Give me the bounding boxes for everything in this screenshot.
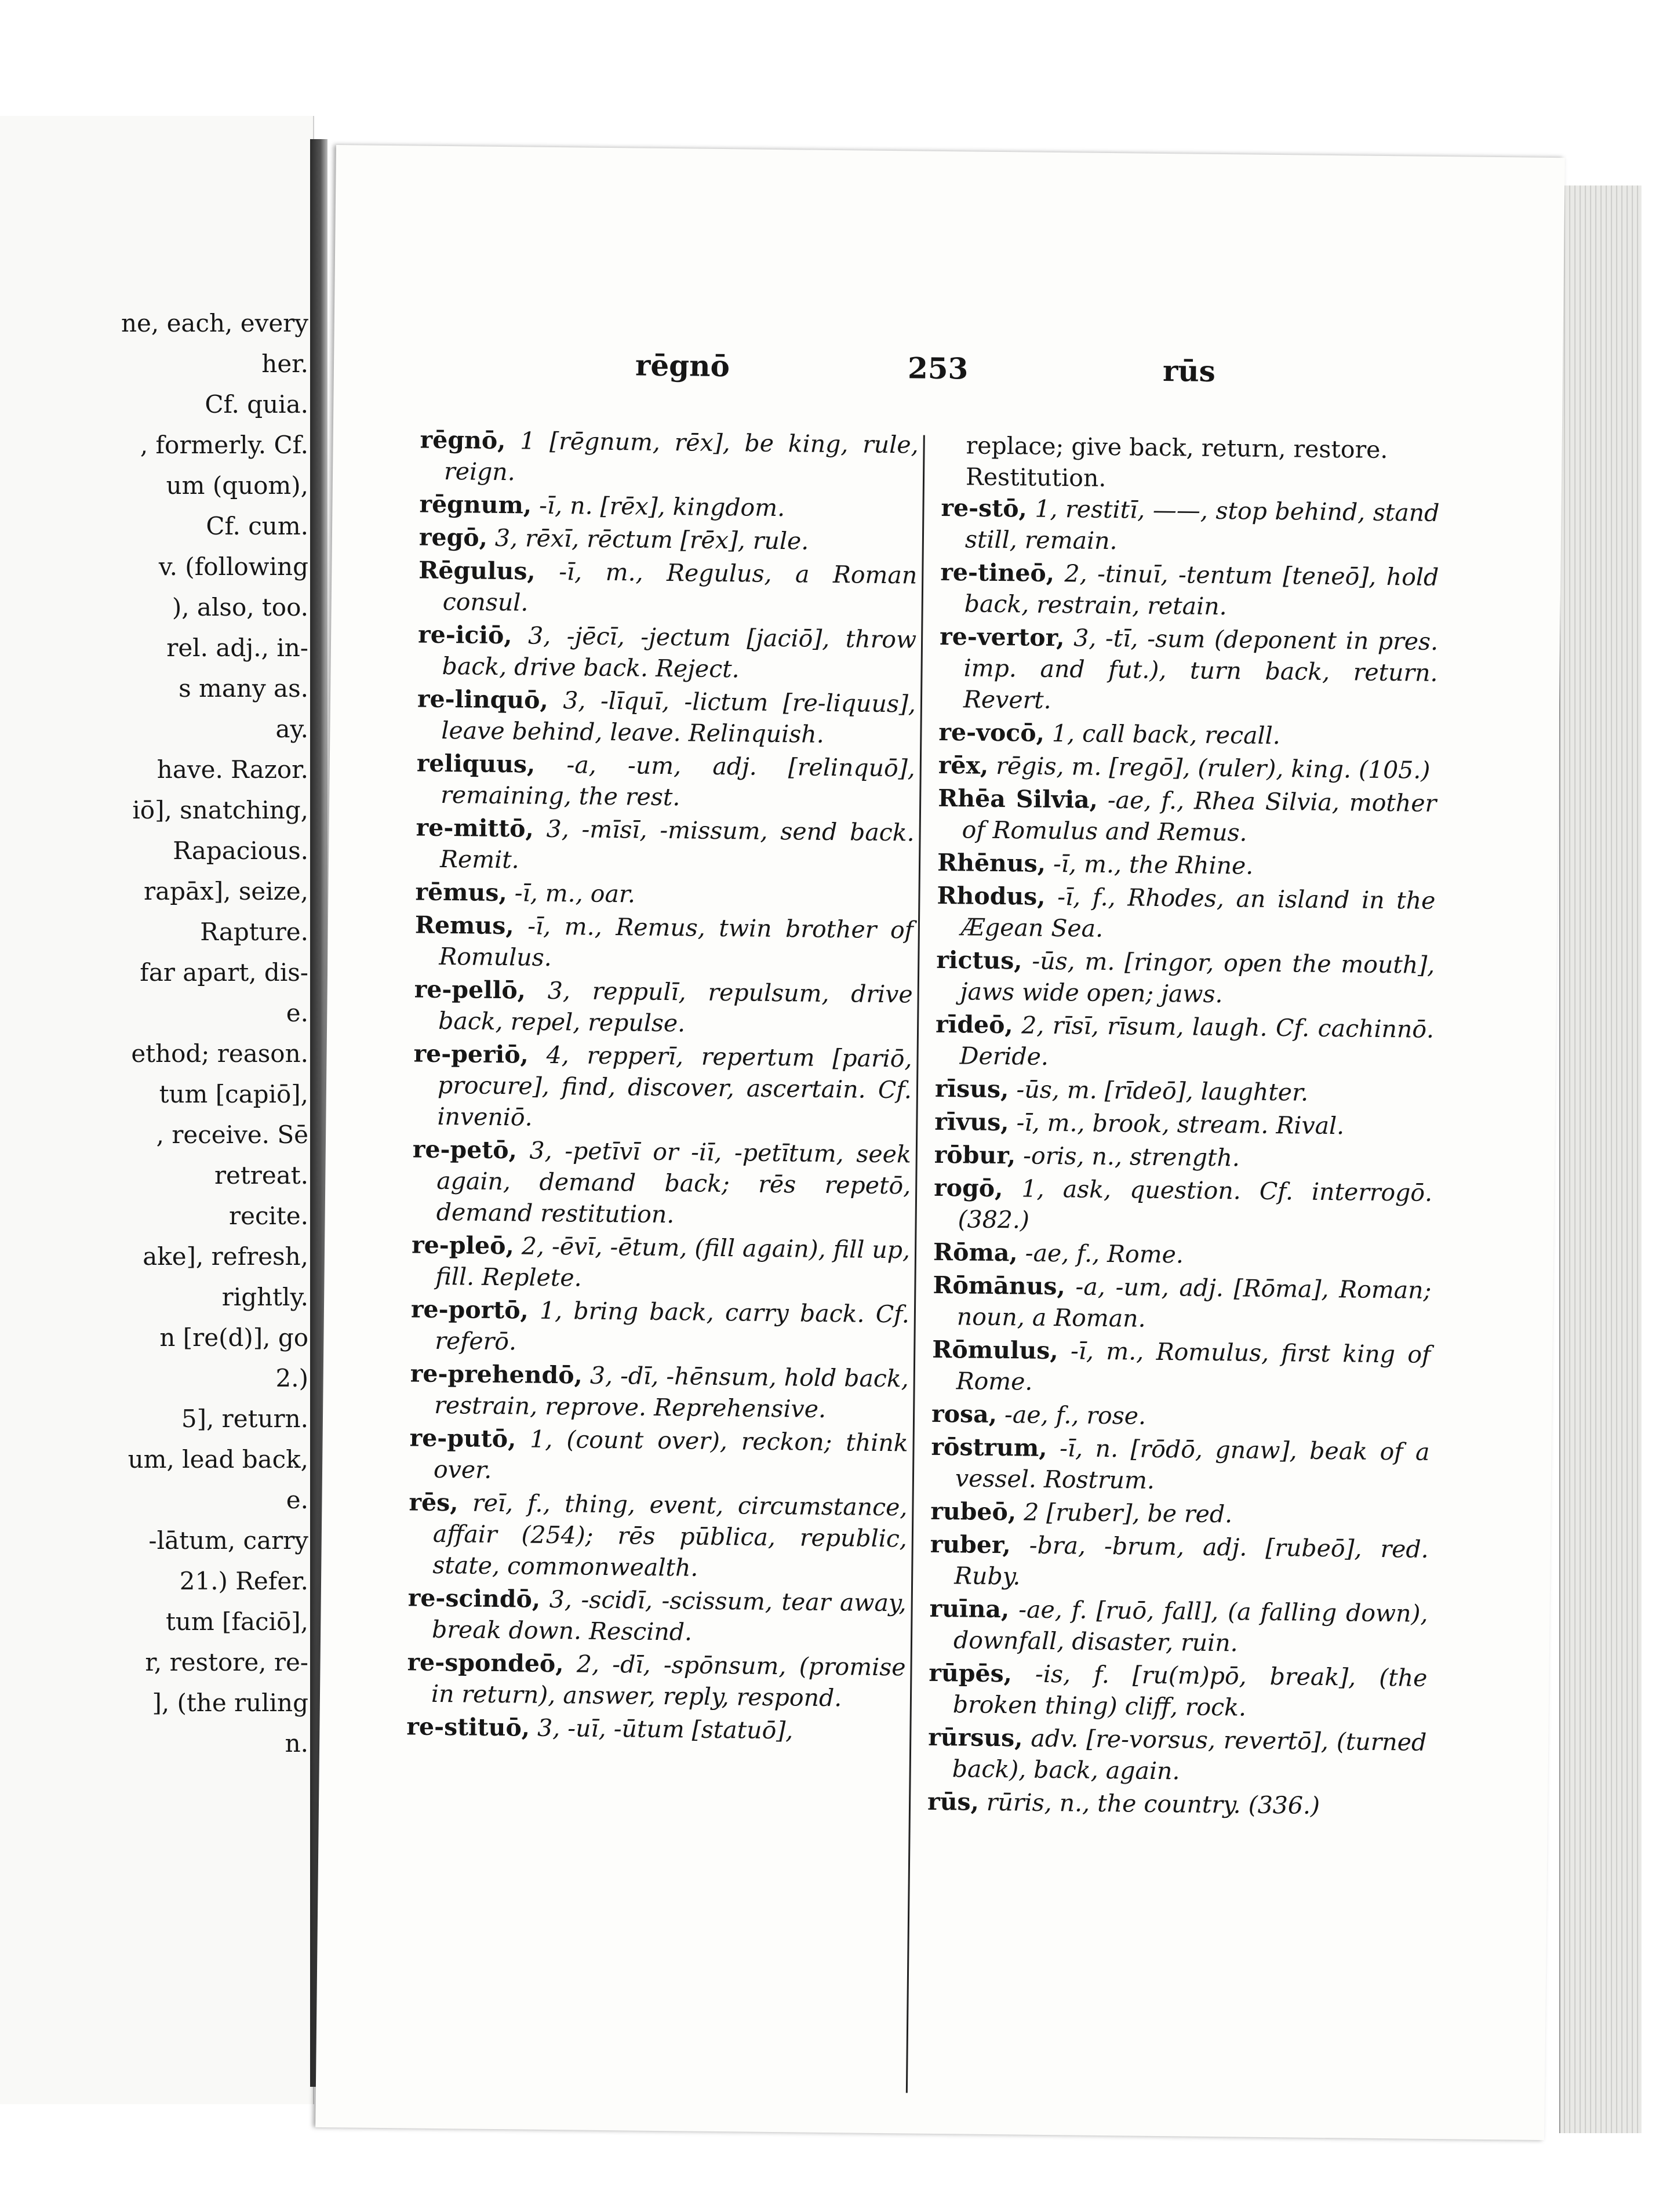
dictionary-entry [938, 716, 1437, 753]
entry-definition: 3, rēxī, rēctum [rēx], rule. [494, 523, 809, 555]
dictionary-entry [409, 1422, 908, 1490]
entry-headword: rūrsus, [928, 1723, 1023, 1752]
dictionary-entry [406, 1711, 905, 1747]
left-page-line: Cf. quia. [205, 390, 308, 419]
dictionary-entry [936, 944, 1435, 1012]
dictionary-entry [934, 1106, 1433, 1143]
entry-definition: 2, -dī, -spōnsum, (promise in return), answer, reply, respond. [431, 1650, 906, 1712]
entry-headword: re-iciō, [417, 620, 512, 650]
left-page-line: um, lead back, [128, 1445, 308, 1474]
entry-definition: -a, -um, adj. [Rōma], Roman; noun, a Roman. [956, 1272, 1432, 1333]
entry-headword: Rhodus, [937, 881, 1046, 911]
entry-headword: re-periō, [413, 1039, 529, 1069]
left-page-line: ne, each, every [121, 309, 308, 337]
entry-headword: rīdeō, [935, 1010, 1013, 1039]
entry-headword: re-linquō, [417, 685, 549, 714]
entry-headword: rēgnō, [420, 425, 506, 455]
left-page-line: tum [faciō], [165, 1607, 308, 1636]
left-page-line: ake], refresh, [143, 1242, 308, 1271]
left-page-line: , receive. Sē [156, 1120, 308, 1149]
page-number: 253 [907, 351, 969, 386]
left-page-line: ], (the ruling [152, 1689, 308, 1717]
entry-headword: Rhēnus, [937, 848, 1046, 878]
running-head [334, 345, 1563, 404]
entry-headword: Rōmānus, [933, 1271, 1066, 1301]
entry-definition: -ae, f., Rome. [1025, 1239, 1184, 1269]
dictionary-entry [933, 1172, 1432, 1240]
dictionary-entry [420, 424, 919, 492]
entry-definition: -ī, m., Regulus, a Roman consul. [442, 558, 918, 617]
entry-headword: re-mittō, [416, 813, 534, 843]
entry-definition: rēgis, m. [regō], (ruler), king. (105.) [996, 751, 1431, 784]
left-page-line: far apart, dis- [140, 958, 308, 987]
entry-headword: rēmus, [415, 878, 507, 907]
entry-definition: -oris, n., strength. [1022, 1141, 1240, 1172]
dictionary-entry [416, 748, 915, 816]
entry-headword: rogō, [933, 1173, 1003, 1203]
entry-definition: 2, -tinuī, -tentum [teneō], hold back, restrain, retain. [964, 559, 1439, 621]
entry-definition: 3, -jēcī, -jectum [jaciō], throw back, drive back. Reject. [442, 621, 917, 683]
dictionary-entry [418, 555, 917, 623]
entry-definition: -ī, f., Rhodes, an island in the Ægean Sea. [960, 883, 1436, 943]
left-page-line: ethod; reason. [131, 1039, 308, 1068]
entry-headword: re-putō, [409, 1424, 516, 1453]
dictionary-entry [931, 1431, 1430, 1499]
entry-headword: re-pellō, [414, 975, 526, 1005]
entry-definition: rūris, n., the country. (336.) [986, 1788, 1320, 1820]
entry-headword: re-spondeō, [407, 1648, 564, 1678]
entry-definition: 3, -tī, -sum (deponent in pres. imp. and fut.), turn back, return. Revert. [963, 624, 1439, 714]
entry-headword: rictus, [936, 945, 1022, 975]
dictionary-entry [933, 1269, 1432, 1337]
dictionary-entry [410, 1293, 909, 1361]
page-edges [1559, 185, 1641, 2133]
left-page-line: ), also, too. [172, 593, 308, 621]
entry-headword: re-vertor, [939, 622, 1065, 652]
dictionary-entry [407, 1646, 906, 1714]
entry-headword: ruber, [930, 1530, 1011, 1559]
guide-word-left: rēgnō [635, 348, 730, 384]
left-page-line: Rapacious. [173, 836, 308, 865]
left-page-line: iō], snatching, [132, 796, 308, 824]
entry-headword: Remus, [414, 911, 514, 940]
dictionary-entry [933, 1236, 1432, 1273]
entry-headword: rēx, [938, 751, 989, 780]
dictionary-entry [414, 973, 913, 1041]
entry-headword: re-stō, [941, 493, 1028, 523]
left-page-line: -lātum, carry [148, 1526, 308, 1555]
left-page-line: 5], return. [181, 1405, 308, 1433]
dictionary-entry [930, 1529, 1429, 1596]
guide-word-right: rūs [1162, 353, 1216, 388]
entry-definition: -ī, n. [rōdō, gnaw], beak of a vessel. Rostrum. [955, 1434, 1430, 1494]
left-page-line: e. [286, 1486, 308, 1514]
entry-definition: 3, -mīsī, -missum, send back. Remit. [439, 814, 915, 874]
entry-definition: 2, -ēvī, -ētum, (fill again), fill up, fill. Replete. [435, 1232, 911, 1292]
dictionary-entry [411, 1229, 910, 1297]
left-page-line: 21.) Refer. [179, 1567, 308, 1595]
entry-headword: re-vocō, [938, 718, 1045, 747]
entry-headword: regō, [418, 523, 488, 552]
left-page-line: e. [286, 999, 308, 1027]
entry-definition: -is, f. [ru(m)pō, break], (the broken thing) cliff, rock. [952, 1660, 1428, 1722]
entry-headword: re-petō, [412, 1135, 518, 1165]
entry-definition: 3, -petīvī or -iī, -petītum, seek again, demand back; rēs repetō, demand restitution. [436, 1136, 912, 1229]
entry-headword: reliquus, [416, 749, 536, 778]
entry-definition: 3, reppulī, repulsum, drive back, repel, repulse. [438, 976, 913, 1038]
dictionary-entry [416, 812, 915, 880]
entry-headword: ruīna, [929, 1594, 1010, 1624]
entry-definition: 1, (count over), reckon; think over. [433, 1425, 908, 1484]
left-page-line: n. [285, 1729, 308, 1758]
entry-definition: -ī, n. [rēx], kingdom. [538, 491, 785, 522]
left-page-line: n [re(d)], go [159, 1323, 308, 1352]
dictionary-entry [938, 750, 1437, 786]
dictionary-entry [927, 1722, 1426, 1789]
entry-headword: rōstrum, [931, 1432, 1047, 1462]
dictionary-entry [939, 621, 1439, 720]
entry-definition: -bra, -brum, adj. [rubeō], red. Ruby. [953, 1531, 1429, 1591]
dictionary-entry [935, 1073, 1434, 1109]
entry-definition: -ī, m., Remus, twin brother of Romulus. [439, 912, 914, 972]
dictionary-entry [927, 1786, 1426, 1822]
left-column [406, 424, 919, 1749]
entry-definition: -ūs, m. [rīdeō], laughter. [1016, 1075, 1309, 1107]
dictionary-entry [412, 1133, 911, 1232]
left-page-line: s many as. [179, 674, 308, 703]
dictionary-entry [935, 1009, 1434, 1076]
entry-definition: 3, -scidī, -scissum, tear away, break down. Rescind. [431, 1585, 907, 1646]
dictionary-entry [413, 1038, 912, 1137]
dictionary-entry [934, 1139, 1433, 1176]
left-page-line: rel. adj., in- [166, 634, 308, 662]
entry-headword: rīvus, [934, 1107, 1009, 1137]
dictionary-entry [419, 522, 918, 558]
entry-headword: rubeō, [930, 1497, 1017, 1526]
entry-definition: -ī, m., oar. [514, 879, 636, 908]
entry-headword: Rhēa Silvia, [938, 784, 1098, 814]
left-page-line: Rapture. [200, 918, 308, 946]
dictionary-entry [417, 619, 916, 687]
entry-headword: re-prehendō, [410, 1359, 583, 1389]
dictionary-entry [929, 1657, 1428, 1725]
entry-definition: reī, f., thing, event, circumstance, affair (254); rēs pūblica, republic, state, commonwealth. [432, 1489, 908, 1582]
left-page-line: r, restore, re- [145, 1648, 308, 1676]
dictionary-entry [407, 1582, 907, 1650]
entry-headword: rūs, [927, 1787, 980, 1816]
entry-definition: 1, call back, recall. [1051, 719, 1281, 750]
right-column [927, 430, 1440, 1824]
left-page-line: Cf. cum. [206, 512, 308, 540]
dictionary-entry [417, 683, 916, 751]
entry-definition: 3, -uī, -ūtum [statuō], [537, 1713, 794, 1745]
entry-definition: -ae, f., rose. [1004, 1400, 1146, 1430]
dictionary-entry [929, 1593, 1428, 1661]
left-page-line: her. [261, 350, 308, 378]
entry-headword: re-pleō, [411, 1231, 515, 1260]
left-page-line: v. (following [158, 552, 308, 581]
entry-definition: 3, -līquī, -lictum [re-liquus], leave behind, leave. Relinquish. [441, 686, 916, 748]
left-page-line: have. Razor. [156, 755, 308, 784]
dictionary-entry [940, 556, 1439, 624]
left-page-line: tum [capiō], [159, 1080, 308, 1108]
left-page-line: rapāx], seize, [144, 877, 308, 905]
entry-definition: -ae, f. [ruō, fall], (a falling down), downfall, disaster, ruin. [953, 1595, 1428, 1657]
entry-definition: 1, restitī, ——, stop behind, stand still, remain. [964, 494, 1440, 555]
entry-headword: re-scindō, [407, 1584, 541, 1613]
dictionary-entry [419, 489, 918, 525]
entry-definition: 2 [ruber], be red. [1023, 1498, 1233, 1529]
left-page-line: ay. [275, 715, 308, 743]
entry-definition: adv. [re-vorsus, revertō], (turned back), back, again. [952, 1724, 1427, 1785]
dictionary-page [315, 145, 1565, 2140]
entry-definition: -ūs, m. [ringor, open the mouth], jaws wide open; jaws. [960, 947, 1435, 1009]
dictionary-entry [410, 1358, 909, 1425]
continued-entry: replace; give back, return, restore. Restitution. [965, 431, 1388, 492]
left-page-fragment [0, 116, 314, 2104]
entry-definition: -a, -um, adj. [relinquō], remaining, the rest. [441, 751, 916, 812]
dictionary-entry [931, 1334, 1431, 1402]
entry-headword: rīsus, [934, 1074, 1009, 1104]
entry-headword: re-portō, [410, 1295, 529, 1325]
dictionary-entry [937, 880, 1436, 948]
entry-headword: re-tineō, [940, 558, 1055, 588]
entry-definition: 1, ask, question. Cf. interrogō. (382.) [958, 1174, 1433, 1234]
entry-definition: 3, -dī, -hēnsum, hold back, restrain, reprove. Reprehensive. [434, 1361, 909, 1423]
left-page-line: retreat. [214, 1161, 308, 1189]
left-page-line: rightly. [221, 1283, 308, 1311]
entry-headword: re-stituō, [406, 1712, 530, 1742]
dictionary-entry [941, 492, 1440, 560]
dictionary-entry [414, 909, 913, 977]
left-page-line: recite. [229, 1202, 308, 1230]
entry-headword: rēs, [409, 1488, 458, 1517]
entry-headword: rūpēs, [929, 1658, 1013, 1688]
dictionary-entry [930, 1496, 1429, 1532]
dictionary-entry [931, 1398, 1431, 1435]
entry-headword: rēgnum, [419, 490, 532, 519]
entry-headword: Rōma, [933, 1238, 1018, 1267]
entry-definition: 2, rīsī, rīsum, laugh. Cf. cachinnō. Deride. [959, 1011, 1435, 1071]
left-page-line: um (quom), [166, 471, 308, 500]
entry-definition: -ī, m., Romulus, first king of Rome. [956, 1337, 1431, 1396]
entry-definition: 1, bring back, carry back. Cf. referō. [435, 1296, 910, 1356]
dictionary-entry [408, 1486, 908, 1585]
dictionary-entry [415, 876, 914, 913]
entry-definition: 1 [rēgnum, rēx], be king, rule, reign. [443, 427, 919, 486]
dictionary-entry [937, 847, 1436, 883]
entry-definition: -ae, f., Rhea Silvia, mother of Romulus and Remus. [962, 785, 1437, 847]
dictionary-entry [937, 783, 1436, 850]
entry-definition: -ī, m., brook, stream. Rival. [1016, 1108, 1345, 1140]
entry-headword: Rōmulus, [932, 1335, 1058, 1365]
entry-headword: Rēgulus, [418, 556, 536, 585]
entry-definition: 4, repperī, repertum [pariō, procure], find, discover, ascertain. Cf. inveniō. [437, 1040, 912, 1132]
entry-definition: -ī, m., the Rhine. [1053, 850, 1254, 880]
entry-headword: rōbur, [934, 1140, 1016, 1170]
left-page-line: , formerly. Cf. [140, 431, 308, 459]
entry-headword: rosa, [931, 1399, 998, 1429]
left-page-line: 2.) [275, 1364, 308, 1392]
